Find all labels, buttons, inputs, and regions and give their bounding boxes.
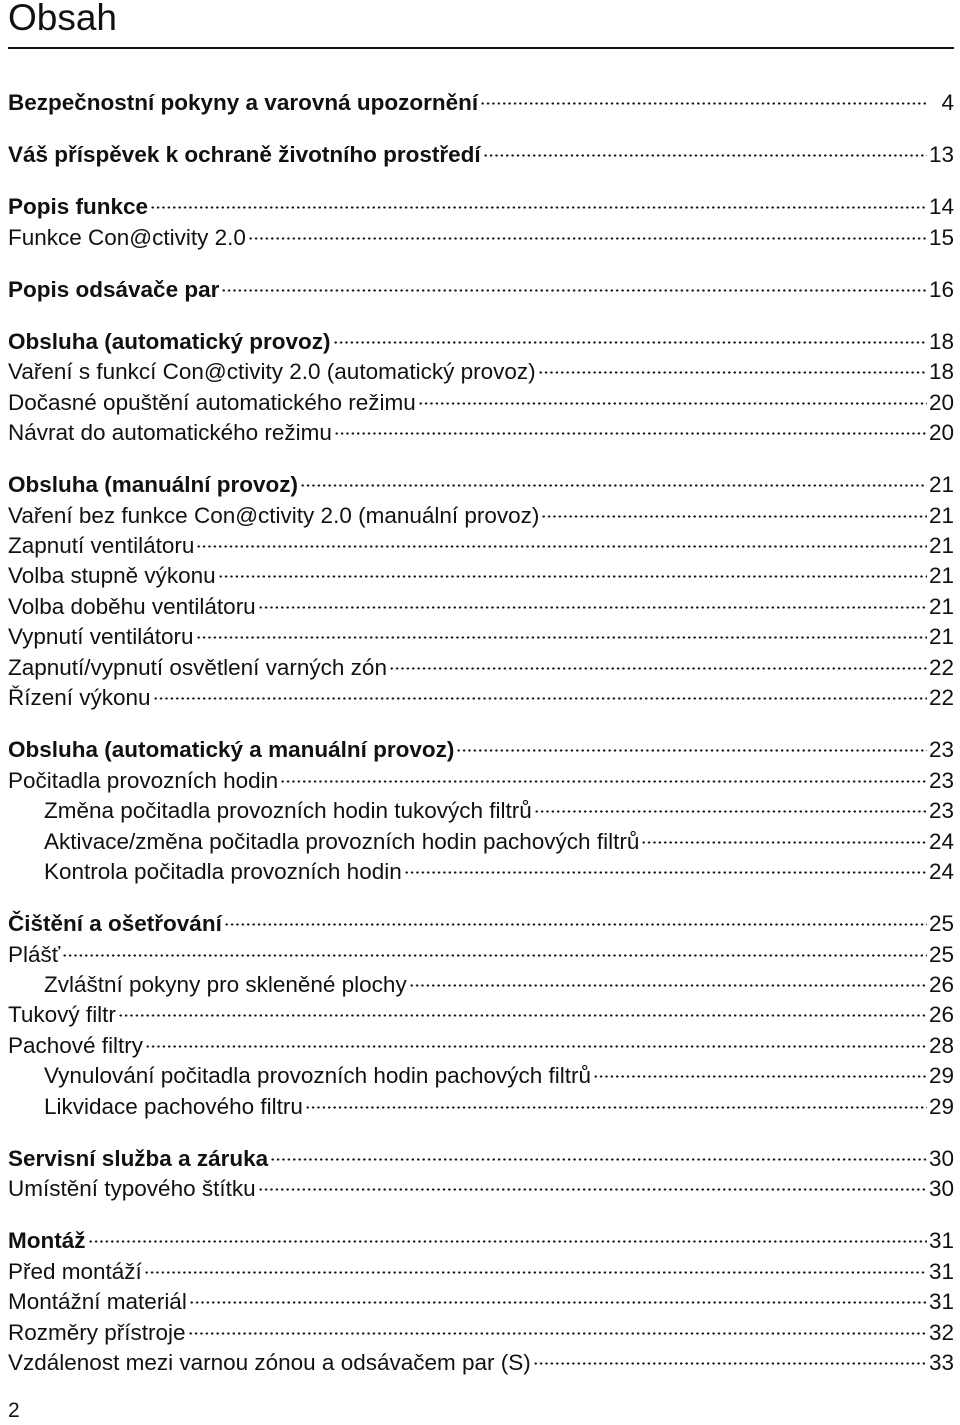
dot-leader — [404, 871, 927, 874]
toc-entry[interactable] — [8, 357, 954, 387]
toc-entry-title: Vaření s funkcí Con@ctivity 2.0 (automatický provoz) — [8, 359, 536, 385]
toc-entry-title: Tukový filtr — [8, 1002, 116, 1028]
toc-entry[interactable] — [44, 1092, 954, 1122]
toc-entry-title: Vaření bez funkce Con@ctivity 2.0 (manuální provoz) — [8, 502, 540, 528]
toc-entry-page: 30 — [928, 1176, 954, 1202]
toc-entry-page: 21 — [928, 472, 954, 498]
toc-entry-page: 13 — [928, 142, 954, 168]
toc-entry-page: 21 — [928, 532, 954, 558]
toc-entry-title: Umístění typového štítku — [8, 1176, 256, 1202]
toc-entry[interactable] — [8, 766, 954, 796]
toc-entry-title: Obsluha (automatický a manuální provoz) — [8, 737, 455, 763]
dot-leader — [483, 154, 927, 157]
toc-entry-title: Dočasné opuštění automatického režimu — [8, 389, 416, 415]
toc-entry-title: Váš příspěvek k ochraně životního prostředí — [8, 142, 481, 168]
dot-leader — [333, 341, 927, 344]
toc-entry-title: Počitadla provozních hodin — [8, 767, 279, 793]
toc-entry[interactable] — [8, 470, 954, 500]
toc-entry-page: 21 — [928, 624, 954, 650]
dot-leader — [418, 402, 927, 405]
toc-entry[interactable] — [8, 909, 954, 939]
dot-leader — [196, 545, 927, 548]
dot-leader — [118, 1014, 927, 1017]
toc-entry-page: 32 — [928, 1319, 954, 1345]
toc-entry-title: Montážní materiál — [8, 1289, 187, 1315]
dot-leader — [456, 749, 927, 752]
toc-entry-page: 31 — [928, 1289, 954, 1315]
toc-entry-title: Montáž — [8, 1228, 86, 1254]
dot-leader — [534, 810, 927, 813]
dot-leader — [270, 1158, 927, 1161]
toc-entry[interactable] — [44, 1061, 954, 1091]
toc-entry-page: 14 — [928, 194, 954, 220]
toc-entry[interactable] — [8, 1287, 954, 1317]
toc-entry-title: Změna počitadla provozních hodin tukových filtrů — [44, 798, 532, 824]
toc-entry-page: 4 — [941, 90, 954, 115]
toc-entry[interactable] — [8, 735, 954, 765]
toc-entry-page: 30 — [928, 1145, 954, 1171]
toc-entry-title: Zapnutí/vypnutí osvětlení varných zón — [8, 654, 387, 680]
dot-leader — [300, 484, 927, 487]
toc-entry-page: 24 — [928, 828, 954, 854]
toc-entry-page: 16 — [928, 276, 954, 302]
toc-entry-title: Volba doběhu ventilátoru — [8, 593, 256, 619]
toc-entry-page: 26 — [928, 1002, 954, 1028]
dot-leader — [62, 954, 927, 957]
dot-leader — [224, 923, 927, 926]
dot-leader — [641, 841, 927, 844]
toc-entry-title: Popis odsávače par — [8, 276, 220, 302]
toc-entry-title: Popis funkce — [8, 194, 149, 220]
dot-leader — [280, 780, 927, 783]
toc-entry-title: Vypnutí ventilátoru — [8, 624, 194, 650]
toc-entry-page: 20 — [928, 420, 954, 445]
toc-entry[interactable] — [8, 653, 954, 683]
dot-leader — [541, 515, 927, 518]
toc-entry[interactable] — [8, 1000, 954, 1030]
toc-entry-title: Bezpečnostní pokyny a varovná upozornění — [8, 90, 479, 115]
toc-entry-page: 20 — [928, 389, 954, 415]
toc-entry-page: 33 — [928, 1350, 954, 1376]
toc-entry[interactable] — [8, 88, 954, 118]
toc-entry-title: Vzdálenost mezi varnou zónou a odsávačem par (S) — [8, 1350, 531, 1376]
toc-entry-page: 25 — [928, 911, 954, 937]
toc-entry[interactable] — [8, 592, 954, 622]
toc-entry-page: 18 — [928, 359, 954, 385]
toc-entry-page: 23 — [928, 737, 954, 763]
toc-entry[interactable] — [44, 857, 954, 887]
toc-entry[interactable] — [8, 1348, 954, 1378]
toc-entry-page: 21 — [928, 502, 954, 528]
toc-entry-title: Plášť — [8, 941, 61, 967]
toc-entry-title: Pachové filtry — [8, 1032, 144, 1058]
toc-entry-title: Před montáží — [8, 1258, 142, 1284]
toc-entry-title: Zvláštní pokyny pro skleněné plochy — [44, 972, 407, 997]
dot-leader — [196, 636, 927, 639]
toc-entry[interactable] — [8, 1144, 954, 1174]
toc-entry-page: 28 — [928, 1032, 954, 1058]
toc-entry[interactable] — [8, 1174, 954, 1204]
dot-leader — [144, 1271, 927, 1274]
toc-entry-page: 22 — [928, 685, 954, 711]
toc-entry-page: 23 — [928, 798, 954, 824]
toc-entry[interactable] — [8, 327, 954, 357]
toc-entry[interactable] — [8, 275, 954, 305]
toc-entry-title: Kontrola počitadla provozních hodin — [44, 859, 402, 885]
toc-entry-title: Rozměry přístroje — [8, 1319, 186, 1345]
dot-leader — [150, 206, 927, 209]
dot-leader — [221, 289, 927, 292]
dot-leader — [389, 667, 927, 670]
toc-entry-page: 21 — [928, 593, 954, 619]
toc-entry[interactable] — [8, 940, 954, 970]
dot-leader — [258, 1188, 927, 1191]
toc-entry-title: Aktivace/změna počitadla provozních hodin pachových filtrů — [44, 828, 640, 854]
dot-leader — [334, 432, 927, 435]
toc-entry-page: 21 — [928, 563, 954, 589]
toc-entry-title: Funkce Con@ctivity 2.0 — [8, 224, 246, 250]
dot-leader — [533, 1362, 927, 1365]
toc-entry-page: 22 — [928, 654, 954, 680]
toc-entry-title: Obsluha (manuální provoz) — [8, 472, 299, 498]
toc-entry-title: Likvidace pachového filtru — [44, 1093, 303, 1119]
toc-entry-page: 26 — [928, 972, 954, 997]
toc-entry[interactable] — [44, 796, 954, 826]
toc-entry[interactable] — [8, 1031, 954, 1061]
toc-entry[interactable] — [8, 1257, 954, 1287]
toc-entry[interactable] — [8, 192, 954, 222]
toc-entry-page: 29 — [928, 1093, 954, 1119]
toc-entry-title: Řízení výkonu — [8, 685, 151, 711]
toc-entry[interactable] — [8, 388, 954, 418]
dot-leader — [218, 575, 927, 578]
dot-leader — [538, 371, 927, 374]
toc-entry[interactable] — [8, 561, 954, 591]
toc-entry-title: Obsluha (automatický provoz) — [8, 328, 331, 354]
toc-entry-page: 25 — [928, 941, 954, 967]
toc-entry[interactable] — [8, 622, 954, 652]
toc-entry-title: Servisní služba a záruka — [8, 1145, 269, 1171]
dot-leader — [480, 102, 928, 105]
dot-leader — [145, 1045, 927, 1048]
toc-entry[interactable] — [8, 140, 954, 170]
toc-entry-title: Vynulování počitadla provozních hodin pachových filtrů — [44, 1063, 591, 1089]
toc-entry-page: 15 — [928, 224, 954, 250]
toc-entry[interactable] — [8, 223, 954, 253]
dot-leader — [189, 1301, 927, 1304]
toc-entry[interactable] — [8, 1226, 954, 1256]
dot-leader — [248, 237, 927, 240]
dot-leader — [593, 1075, 927, 1078]
dot-leader — [153, 697, 927, 700]
page-number: 2 — [8, 1399, 20, 1422]
toc-entry-page: 31 — [928, 1258, 954, 1284]
toc-entry[interactable] — [8, 1318, 954, 1348]
dot-leader — [188, 1332, 927, 1335]
toc-entry-title: Návrat do automatického režimu — [8, 420, 332, 445]
toc-entry-page: 23 — [928, 767, 954, 793]
toc-entry-title: Volba stupně výkonu — [8, 563, 216, 589]
toc-entry[interactable] — [8, 418, 954, 448]
toc-entry-page: 29 — [928, 1063, 954, 1089]
dot-leader — [305, 1106, 927, 1109]
toc-entry-page: 24 — [928, 859, 954, 885]
toc-entry-title: Čištění a ošetřování — [8, 911, 222, 937]
toc-entry[interactable] — [8, 531, 954, 561]
toc-entry[interactable] — [8, 501, 954, 531]
toc-entry-title: Zapnutí ventilátoru — [8, 532, 195, 558]
toc-entry-page: 18 — [928, 328, 954, 354]
toc-entry[interactable] — [44, 970, 954, 1000]
dot-leader — [409, 984, 927, 987]
toc-entry[interactable] — [44, 827, 954, 857]
toc-entry[interactable] — [8, 683, 954, 713]
page-title: Obsah — [8, 0, 118, 38]
toc-entry-page: 31 — [928, 1228, 954, 1254]
dot-leader — [88, 1240, 927, 1243]
dot-leader — [258, 606, 927, 609]
